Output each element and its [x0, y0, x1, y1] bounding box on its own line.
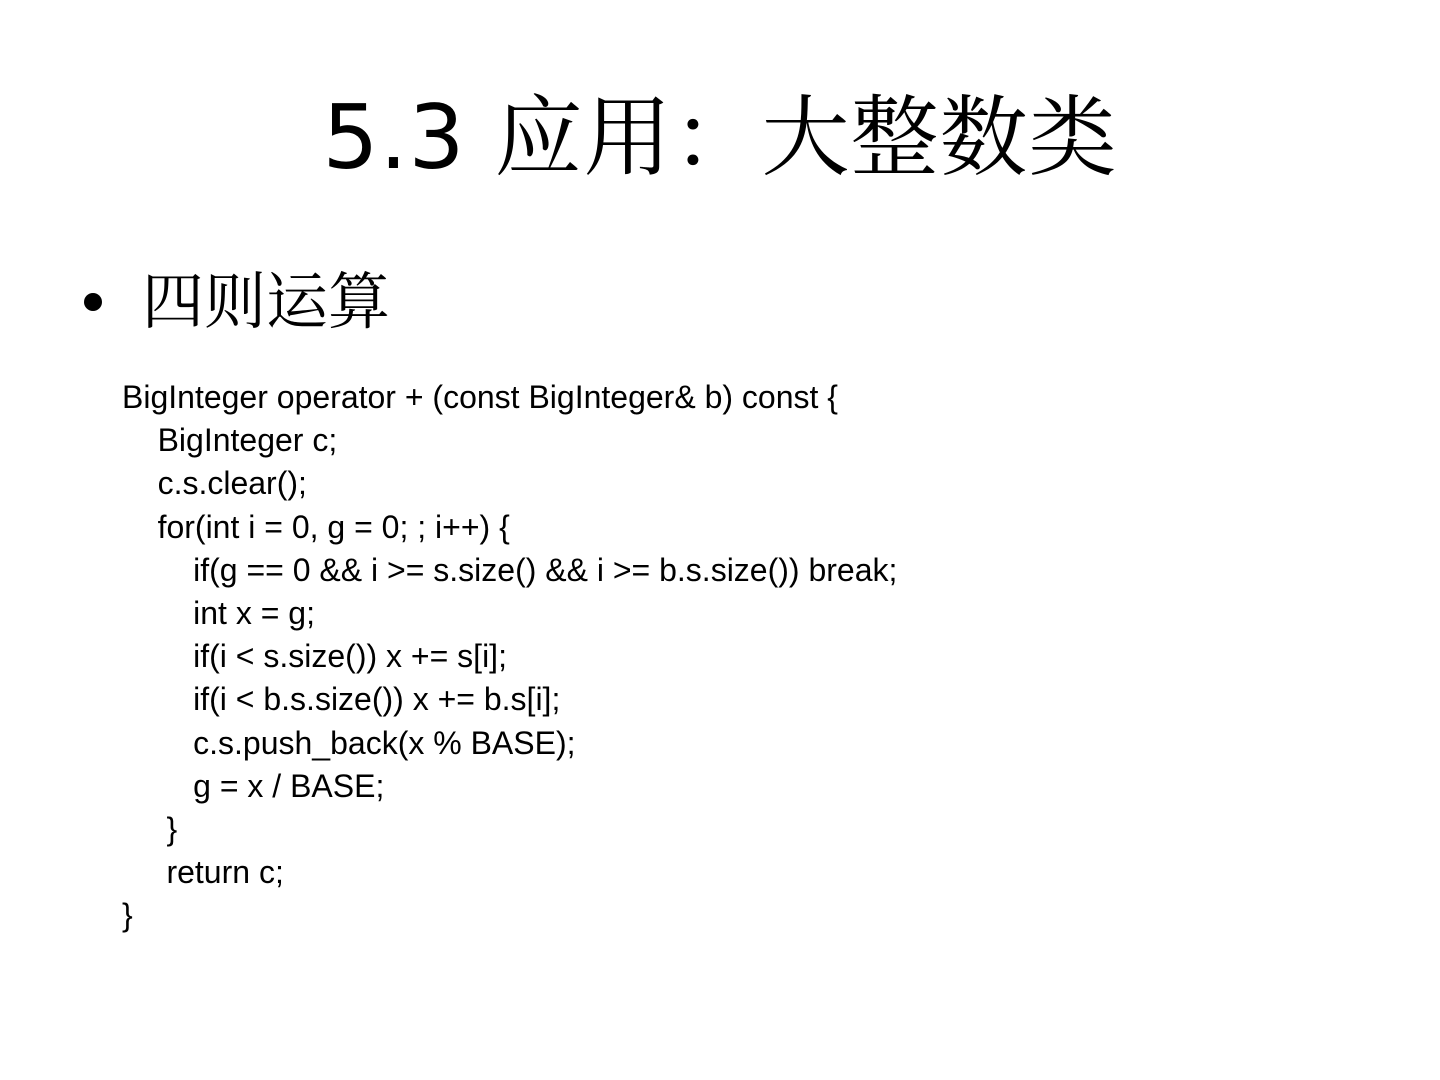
code-line: if(i < s.size()) x += s[i];: [122, 638, 507, 675]
code-line: }: [122, 897, 133, 934]
code-line: if(g == 0 && i >= s.size() && i >= b.s.size()) break;: [122, 551, 898, 588]
code-line: c.s.clear();: [122, 465, 307, 502]
bullet-text: 四则运算: [142, 265, 391, 338]
code-line: return c;: [122, 854, 284, 891]
code-line: BigInteger c;: [122, 422, 338, 459]
code-line: int x = g;: [122, 594, 315, 631]
code-line: g = x / BASE;: [122, 767, 385, 804]
code-line: if(i < b.s.size()) x += b.s[i];: [122, 681, 561, 718]
code-line: for(int i = 0, g = 0; ; i++) {: [122, 508, 510, 545]
code-block: [122, 376, 897, 937]
slide-title: 5.3 应用：大整数类: [322, 86, 1118, 189]
bullet-dot-icon: [84, 293, 102, 311]
code-line: c.s.push_back(x % BASE);: [122, 724, 576, 761]
bullet-item: [84, 262, 390, 342]
code-line: BigInteger operator + (const BigInteger& b) const {: [122, 379, 838, 415]
code-line: }: [122, 810, 178, 847]
